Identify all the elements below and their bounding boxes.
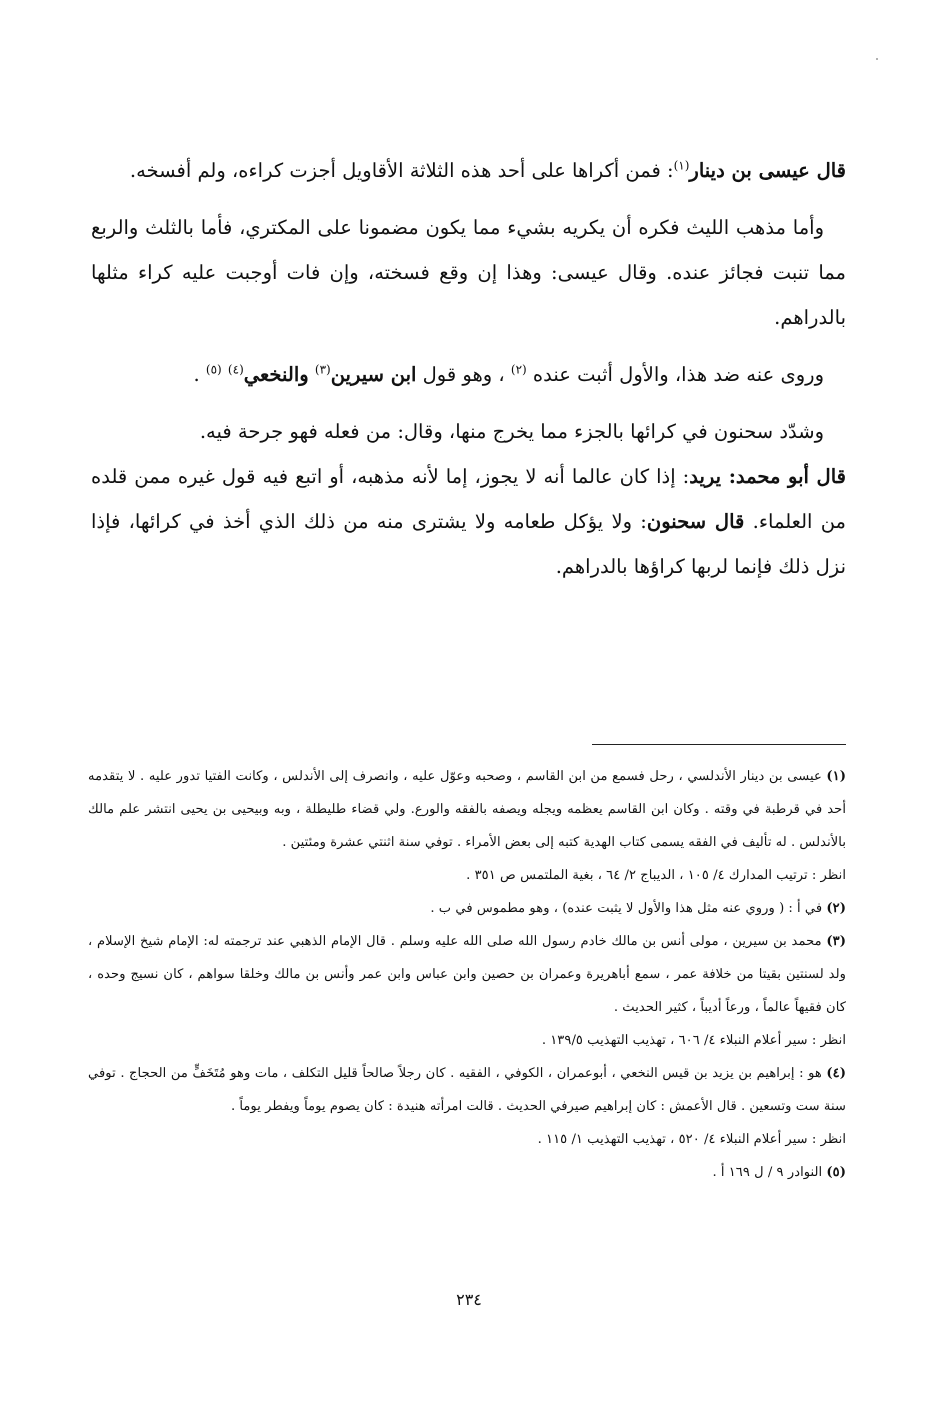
paragraph-4: [91, 409, 846, 454]
footnotes: [88, 760, 846, 1189]
footnote-text: في أ : ( وروي عنه مثل هذا والأول لا يثبت عنده) ، وهو مطموس في ب .: [430, 901, 827, 916]
paragraph-text: ، وهو قول: [416, 363, 505, 386]
footnote-4-ref: انظر : سير أعلام النبلاء ٤/ ٥٢٠ ، تهذيب التهذيب ١/ ١١٥ .: [537, 1132, 846, 1147]
scan-speck: [876, 58, 878, 60]
footnote-5: [88, 1156, 846, 1189]
footnote-ref[interactable]: (١): [673, 158, 690, 173]
paragraph-text: : إذا كان عالما أنه لا يجوز، إما لأنه مذهبه، أو اتبع فيه قول غيره ممن قلده من العلماء.: [91, 465, 846, 533]
footnote-number: (١): [826, 769, 846, 784]
footnote-number: (٣): [826, 934, 846, 949]
footnote-ref[interactable]: (٤): [227, 362, 244, 377]
paragraph-text: : فمن أكراها على أحد هذه الثلاثة الأقاويل أجزت كراءه، ولم أفسخه.: [129, 159, 674, 182]
footnote-divider: [592, 744, 846, 745]
footnote-3: [88, 925, 846, 1024]
footnote-ref[interactable]: (٣): [314, 362, 331, 377]
paragraph-1: [91, 148, 846, 193]
speaker-name: قال أبو محمد: يريد: [689, 465, 846, 488]
speaker-name: قال عيسى بن دينار: [689, 159, 846, 182]
footnote-number: (٤): [826, 1066, 846, 1081]
person-name: والنخعي: [243, 363, 309, 386]
paragraph-text: .: [193, 363, 200, 386]
paragraph-text: : ولا يؤكل طعامه ولا يشترى منه من ذلك الذي أخذ في كرائها، فإذا نزل ذلك فإنما لربها كراؤها بالدراهم.: [91, 510, 846, 578]
footnote-2: [88, 892, 846, 925]
main-text: [91, 148, 846, 589]
paragraph-text: وروى عنه ضد هذا، والأول أثبت عنده: [532, 363, 824, 386]
paragraph-5: [91, 454, 846, 589]
footnote-1-ref: انظر : ترتيب المدارك ٤/ ١٠٥ ، الديباج ٢/ ٦٤ ، بغية الملتمس ص ٣٥١ .: [466, 868, 846, 883]
paragraph-3: [91, 352, 846, 397]
footnote-number: (٥): [826, 1165, 846, 1180]
paragraph-text: وشدّد سحنون في كرائها بالجزء مما يخرج منها، وقال: من فعله فهو جرحة فيه.: [199, 420, 824, 443]
footnote-ref[interactable]: (٥): [205, 362, 222, 377]
footnote-text: النوادر ٩ / ل ١٦٩ أ .: [712, 1165, 827, 1180]
footnote-ref[interactable]: (٢): [510, 362, 527, 377]
footnote-text: هو : إبراهيم بن يزيد بن قيس النخعي ، أبوعمران ، الكوفي ، الفقيه . كان رجلاً صالحاً قليل التكلف ، مات وهو مُتَخَفٍّ من الحجاج . توفي سنة ست وتسعين . قال الأعمش : كان إبراهيم صيرفي الحديث . قالت امرأته هنيدة : كان يصوم يوماً ويفطر يوماً .: [88, 1066, 846, 1114]
footnote-3-ref: انظر : سير أعلام النبلاء ٤/ ٦٠٦ ، تهذيب التهذيب ١٣٩/٥ .: [541, 1033, 846, 1048]
person-name: ابن سيرين: [330, 363, 417, 386]
page-number: ٢٣٤: [456, 1290, 482, 1309]
footnote-1: [88, 760, 846, 859]
paragraph-2: [91, 205, 846, 340]
speaker-name: قال سحنون: [646, 510, 745, 533]
footnote-4: [88, 1057, 846, 1123]
footnote-text: محمد بن سيرين ، مولى أنس بن مالك خادم رسول الله صلى الله عليه وسلم . قال الإمام الذهبي عند ترجمته له: الإمام شيخ الإسلام ، ولد لسنتين بقيتا من خلافة عمر ، سمع أباهريرة وعمران بن حصين وابن عباس وابن عمر وأنس بن مالك وخلقا سواهم ، كان نسيج وحده ، كان فقيهاً عالماً ، ورعاً أديباً ، كثير الحديث .: [88, 934, 846, 1015]
paragraph-text: وأما مذهب الليث فكره أن يكريه بشيء مما يكون مضمونا على المكتري، فأما بالثلث والربع مما تنبت فجائز عنده. وقال عيسى: وهذا إن وقع فسخته، وإن فات أوجبت عليه كراء مثلها بالدراهم.: [91, 216, 846, 329]
footnote-text: عيسى بن دينار الأندلسي ، رحل فسمع من ابن القاسم ، وصحبه وعوّل عليه ، وانصرف إلى الأندلس ، وكانت الفتيا تدور عليه . لا يتقدمه أحد في قرطبة في وقته . وكان ابن القاسم يعظمه ويجله ويصفه بالفقه والورع. ولي قضاء طليطلة ، وبه وبيحيى بن يحيى انتشر علم مالك بالأندلس . له تأليف في الفقه يسمى كتاب الهدية كتبه إلى بعض الأمراء . توفي سنة اثنتي عشرة ومئتين .: [88, 769, 846, 850]
footnote-number: (٢): [826, 901, 846, 916]
